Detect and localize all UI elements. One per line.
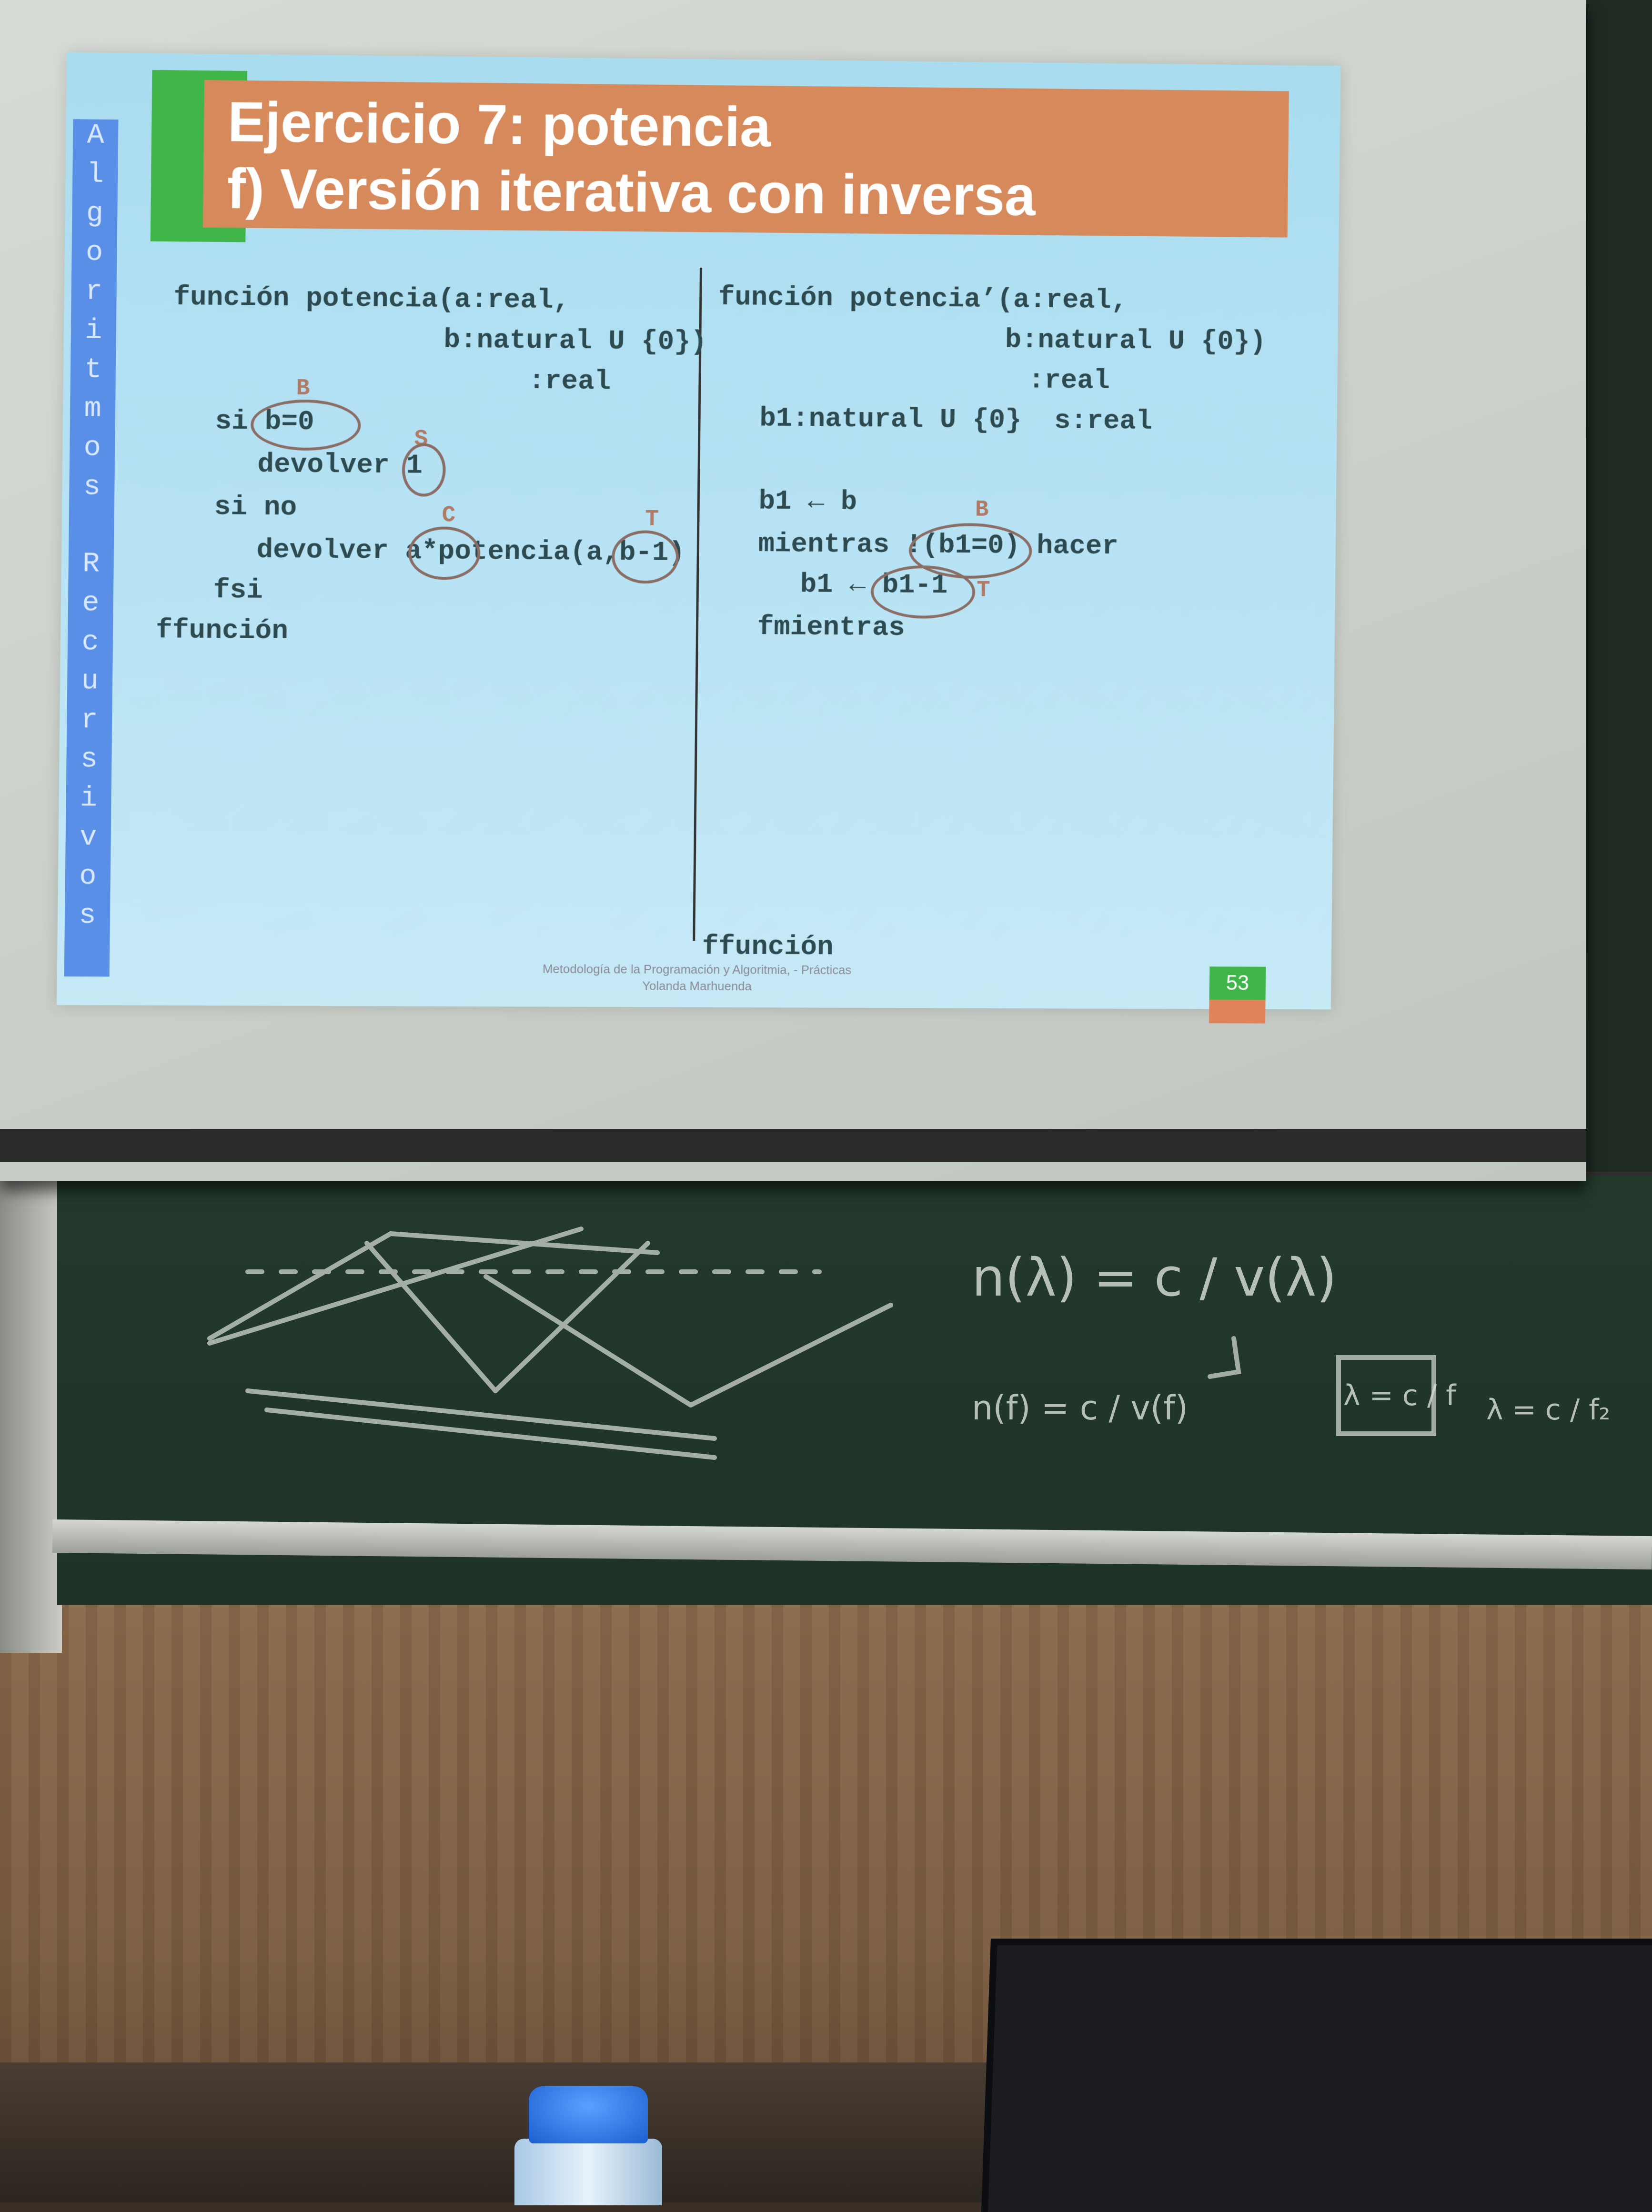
page-badge-accent	[1209, 1000, 1265, 1024]
chalk-formula-2: n(f) = c / v(f)	[972, 1388, 1189, 1428]
circle-b-minus-1	[612, 530, 679, 583]
left-code-line: devolver a*potencia(a,b-1)	[256, 534, 685, 569]
chalk-ray-3	[367, 1243, 495, 1391]
right-code-line: b1 ← b1-1	[800, 569, 948, 602]
water-bottle	[514, 2139, 662, 2205]
sidebar-letter: s	[80, 743, 98, 776]
sidebar-letter: g	[86, 197, 104, 230]
sidebar-letter: o	[79, 860, 97, 893]
column-divider	[693, 268, 702, 941]
title-bar	[203, 80, 1289, 238]
sidebar-letter: i	[80, 782, 98, 815]
sidebar-letter: r	[81, 704, 99, 737]
right-code-line: :real	[1027, 365, 1110, 397]
sidebar	[64, 119, 119, 976]
chalk-ray-5	[486, 1277, 691, 1405]
sidebar-letter: s	[79, 899, 96, 932]
right-code-line: ffunción	[702, 931, 834, 963]
chalk-formula-3: λ = c / f	[1343, 1379, 1456, 1412]
page-number: 53	[1209, 966, 1266, 1000]
footer-author: Yolanda Marhuenda	[642, 978, 752, 994]
right-code-line: función potencia’(a:real,	[718, 282, 1128, 317]
annotation-B: B	[975, 497, 989, 523]
slide-subtitle: f) Versión iterativa con inversa	[226, 157, 1036, 228]
sidebar-letter: m	[84, 392, 101, 425]
right-wall	[1586, 0, 1652, 1172]
right-code-line: b1:natural U {0} s:real	[759, 403, 1153, 437]
chalk-ray-4	[495, 1243, 648, 1391]
sidebar-letter: u	[81, 665, 99, 698]
screen-edge	[0, 1129, 1586, 1162]
sidebar-letter: v	[79, 821, 97, 854]
bottle-cap	[529, 2086, 648, 2143]
annotation-T: T	[645, 506, 659, 533]
annotation-B: B	[296, 375, 310, 402]
left-code-line: función potencia(a:real,	[173, 282, 570, 317]
sidebar-letter: t	[84, 353, 102, 386]
sidebar-letter: R	[82, 548, 100, 581]
right-code-line: b:natural U {0})	[1005, 324, 1267, 358]
annotation-S: S	[414, 426, 428, 452]
slide-title: Ejercicio 7: potencia	[227, 90, 771, 159]
chalk-ray-2	[210, 1229, 581, 1343]
sidebar-letter: l	[86, 158, 104, 191]
left-code-line: si no	[214, 492, 297, 523]
circle-b1-minus-1	[870, 565, 975, 619]
chalk-drawings	[57, 1172, 1652, 1505]
sidebar-letter: c	[81, 626, 99, 659]
slide	[57, 52, 1340, 1009]
chalk-formula-4: λ = c / f₂	[1486, 1393, 1611, 1427]
left-code-line: devolver 1	[257, 449, 423, 482]
left-code-line: b:natural U {0})	[443, 324, 707, 358]
left-code-line: si b=0	[215, 406, 315, 438]
right-code-line: fmientras	[757, 612, 905, 643]
chalk-formula-1: n(λ) = c / v(λ)	[972, 1247, 1337, 1308]
right-code-line: b1 ← b	[758, 486, 857, 518]
sidebar-letter: o	[83, 432, 101, 464]
sidebar-letter: e	[82, 587, 100, 620]
sidebar-letter: r	[85, 275, 103, 308]
sidebar-letter: i	[85, 314, 102, 347]
board-frame	[0, 1157, 62, 1653]
circle-b0	[251, 399, 361, 451]
sidebar-letter: s	[83, 471, 101, 503]
monitor	[981, 1939, 1652, 2212]
chalk-ray-6	[691, 1305, 891, 1405]
chalk-arrow	[1210, 1338, 1239, 1377]
left-code-line: fsi	[213, 575, 263, 606]
annotation-C: C	[442, 503, 456, 529]
left-code-line: :real	[528, 365, 611, 398]
annotation-T: T	[976, 577, 990, 603]
right-code-line: mientras !(b1=0) hacer	[758, 529, 1118, 563]
sidebar-letter: o	[85, 236, 103, 269]
sidebar-letter: A	[87, 119, 105, 152]
circle-a-mult	[408, 526, 481, 580]
footer-course: Metodología de la Programación y Algoritmia, - Prácticas	[542, 961, 852, 977]
circle-1	[402, 443, 446, 496]
left-code-line: ffunción	[155, 615, 289, 647]
